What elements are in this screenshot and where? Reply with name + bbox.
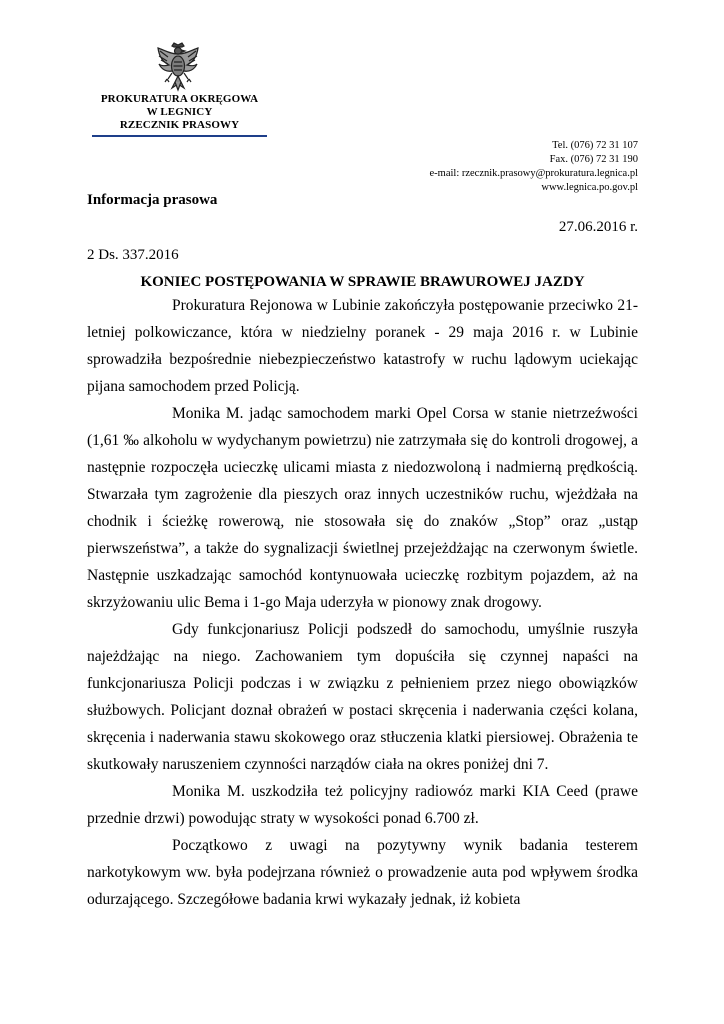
contact-email: e-mail: rzecznik.prasowy@prokuratura.legnica.pl — [429, 168, 638, 179]
contact-website: www.legnica.po.gov.pl — [541, 182, 638, 193]
org-name-line-2: W LEGNICY — [146, 106, 213, 118]
body-paragraph-5: Początkowo z uwagi na pozytywny wynik badania testerem narkotykowym ww. była podejrzana również o prowadzenie auta pod wpływem środka odurzającego. Szczegółowe badania krwi wykazały jednak, iż kobieta — [87, 837, 638, 908]
body-paragraph-1: Prokuratura Rejonowa w Lubinie zakończyła postępowanie przeciwko 21-letniej polkowiczance, która w niedzielny poranek - 29 maja 2016 r. w Lubinie sprowadziła bezpośrednie niebezpieczeństwo katastrofy w ruchu lądowym uciekając pijana samochodem przed Policją. — [87, 297, 638, 395]
body-paragraph-4: Monika M. uszkodziła też policyjny radiowóz marki KIA Ceed (prawe przednie drzwi) powodując straty w wysokości ponad 6.700 zł. — [87, 783, 638, 827]
case-number: 2 Ds. 337.2016 — [87, 247, 179, 263]
document-type-label: Informacja prasowa — [87, 192, 218, 208]
body-paragraph-2: Monika M. jadąc samochodem marki Opel Corsa w stanie nietrzeźwości (1,61 ‰ alkoholu w wydychanym powietrzu) nie zatrzymała się do kontroli drogowej, a następnie rozpoczęła ucieczkę ulicami miasta z niedozwoloną i nadmierną prędkością. Stwarzała tym zagrożenie dla pieszych oraz innych uczestników ruchu, wjeżdżała na chodnik i ścieżkę rowerową, nie stosowała się do znaków „Stop” oraz „ustąp pierwszeństwa”, a także do sygnalizacji świetlnej przejeżdżając na czerwonym świetle. Następnie uszkadzając samochód kontynuowała ucieczkę rozbitym pojazdem, aż na skrzyżowaniu ulic Bema i 1-go Maja uderzyła w pionowy znak drogowy. — [87, 405, 638, 611]
header-divider — [92, 135, 267, 137]
polish-eagle-emblem-icon — [155, 42, 201, 92]
press-release-headline: KONIEC POSTĘPOWANIA W SPRAWIE BRAWUROWEJ JAZDY — [140, 274, 585, 290]
contact-fax: Fax. (076) 72 31 190 — [549, 154, 638, 165]
org-name-line-1: PROKURATURA OKRĘGOWA — [100, 93, 259, 105]
body-paragraph-3: Gdy funkcjonariusz Policji podszedł do samochodu, umyślnie ruszyła najeżdżając na niego. Zachowaniem tym dopuściła się czynnej napaści na funkcjonariusza Policji podczas i w związku z pełnieniem przez niego obowiązków służbowych. Policjant doznał obrażeń w postaci skręcenia i naderwania części kolana, skręcenia i naderwania stawu skokowego oraz stłuczenia klatki piersiowej. Obrażenia te skutkowały naruszeniem czynności narządów ciała na okres poniżej dni 7. — [87, 621, 638, 773]
document-date: 27.06.2016 r. — [558, 219, 638, 235]
org-name-line-3: RZECZNIK PRASOWY — [119, 119, 240, 131]
press-release-body — [87, 292, 638, 913]
contact-phone: Tel. (076) 72 31 107 — [552, 140, 638, 151]
